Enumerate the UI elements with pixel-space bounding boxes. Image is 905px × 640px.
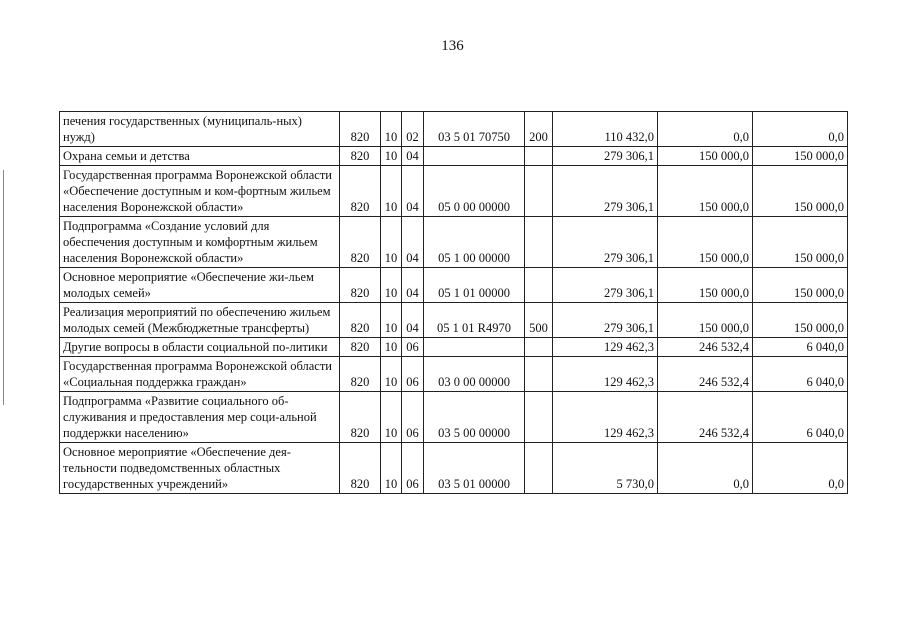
cell-section: 10 bbox=[381, 338, 402, 357]
cell-grbs: 820 bbox=[340, 147, 381, 166]
cell-amount-year1: 279 306,1 bbox=[553, 147, 658, 166]
cell-amount-year2: 246 532,4 bbox=[658, 357, 753, 392]
page-number: 136 bbox=[441, 38, 464, 54]
cell-amount-year1: 129 462,3 bbox=[553, 338, 658, 357]
cell-subsection: 04 bbox=[402, 268, 424, 303]
cell-amount-year3: 150 000,0 bbox=[753, 217, 848, 268]
cell-expense-type bbox=[525, 268, 553, 303]
cell-expense-type: 500 bbox=[525, 303, 553, 338]
row-name: Реализация мероприятий по обеспечению жильем молодых семей (Межбюджетные трансферты) bbox=[60, 303, 340, 338]
budget-table bbox=[59, 111, 848, 494]
cell-subsection: 02 bbox=[402, 112, 424, 147]
cell-amount-year3: 6 040,0 bbox=[753, 392, 848, 443]
cell-section: 10 bbox=[381, 443, 402, 494]
cell-target-code: 03 0 00 00000 bbox=[424, 357, 525, 392]
cell-amount-year2: 150 000,0 bbox=[658, 147, 753, 166]
cell-amount-year3: 0,0 bbox=[753, 112, 848, 147]
cell-section: 10 bbox=[381, 303, 402, 338]
table-row bbox=[60, 392, 848, 443]
cell-amount-year3: 6 040,0 bbox=[753, 357, 848, 392]
table-row bbox=[60, 217, 848, 268]
cell-section: 10 bbox=[381, 166, 402, 217]
cell-target-code: 05 0 00 00000 bbox=[424, 166, 525, 217]
cell-subsection: 06 bbox=[402, 392, 424, 443]
cell-grbs: 820 bbox=[340, 303, 381, 338]
table-row bbox=[60, 338, 848, 357]
row-name: Другие вопросы в области социальной по-литики bbox=[60, 338, 340, 357]
cell-section: 10 bbox=[381, 357, 402, 392]
row-name: Государственная программа Воронежской области «Социальная поддержка граждан» bbox=[60, 357, 340, 392]
cell-amount-year1: 129 462,3 bbox=[553, 392, 658, 443]
cell-grbs: 820 bbox=[340, 357, 381, 392]
cell-target-code: 03 5 01 70750 bbox=[424, 112, 525, 147]
cell-subsection: 06 bbox=[402, 443, 424, 494]
cell-amount-year2: 150 000,0 bbox=[658, 303, 753, 338]
cell-grbs: 820 bbox=[340, 112, 381, 147]
cell-amount-year3: 6 040,0 bbox=[753, 338, 848, 357]
table-row bbox=[60, 147, 848, 166]
cell-section: 10 bbox=[381, 147, 402, 166]
cell-grbs: 820 bbox=[340, 166, 381, 217]
row-name: Основное мероприятие «Обеспечение дея-тельности подведомственных областных государственных учреждений» bbox=[60, 443, 340, 494]
cell-amount-year2: 150 000,0 bbox=[658, 166, 753, 217]
row-name: печения государственных (муниципаль-ных) нужд) bbox=[60, 112, 340, 147]
cell-target-code: 05 1 01 R4970 bbox=[424, 303, 525, 338]
cell-expense-type bbox=[525, 217, 553, 268]
row-name: Подпрограмма «Создание условий для обеспечения доступным и комфортным жильем населения Воронежской области» bbox=[60, 217, 340, 268]
cell-subsection: 06 bbox=[402, 338, 424, 357]
cell-grbs: 820 bbox=[340, 443, 381, 494]
cell-grbs: 820 bbox=[340, 338, 381, 357]
cell-target-code bbox=[424, 147, 525, 166]
cell-amount-year3: 150 000,0 bbox=[753, 147, 848, 166]
row-name: Государственная программа Воронежской области «Обеспечение доступным и ком-фортным жильем населения Воронежской области» bbox=[60, 166, 340, 217]
row-name: Охрана семьи и детства bbox=[60, 147, 340, 166]
cell-grbs: 820 bbox=[340, 268, 381, 303]
table-row bbox=[60, 268, 848, 303]
cell-expense-type bbox=[525, 166, 553, 217]
cell-section: 10 bbox=[381, 392, 402, 443]
cell-section: 10 bbox=[381, 112, 402, 147]
table-row bbox=[60, 303, 848, 338]
cell-target-code bbox=[424, 338, 525, 357]
cell-section: 10 bbox=[381, 217, 402, 268]
table-body bbox=[60, 112, 848, 494]
cell-amount-year2: 0,0 bbox=[658, 112, 753, 147]
cell-amount-year1: 279 306,1 bbox=[553, 166, 658, 217]
cell-expense-type bbox=[525, 357, 553, 392]
cell-amount-year1: 279 306,1 bbox=[553, 268, 658, 303]
cell-amount-year2: 150 000,0 bbox=[658, 217, 753, 268]
cell-amount-year3: 150 000,0 bbox=[753, 303, 848, 338]
cell-amount-year3: 150 000,0 bbox=[753, 268, 848, 303]
cell-grbs: 820 bbox=[340, 392, 381, 443]
cell-expense-type bbox=[525, 147, 553, 166]
cell-target-code: 05 1 01 00000 bbox=[424, 268, 525, 303]
cell-subsection: 06 bbox=[402, 357, 424, 392]
cell-amount-year1: 110 432,0 bbox=[553, 112, 658, 147]
cell-amount-year1: 129 462,3 bbox=[553, 357, 658, 392]
cell-expense-type: 200 bbox=[525, 112, 553, 147]
cell-amount-year2: 246 532,4 bbox=[658, 338, 753, 357]
cell-subsection: 04 bbox=[402, 166, 424, 217]
table-row bbox=[60, 357, 848, 392]
cell-amount-year3: 0,0 bbox=[753, 443, 848, 494]
cell-amount-year1: 5 730,0 bbox=[553, 443, 658, 494]
cell-amount-year2: 0,0 bbox=[658, 443, 753, 494]
cell-expense-type bbox=[525, 392, 553, 443]
page-edge-line bbox=[3, 170, 4, 405]
cell-subsection: 04 bbox=[402, 217, 424, 268]
cell-amount-year2: 150 000,0 bbox=[658, 268, 753, 303]
cell-subsection: 04 bbox=[402, 147, 424, 166]
cell-expense-type bbox=[525, 338, 553, 357]
row-name: Основное мероприятие «Обеспечение жи-льем молодых семей» bbox=[60, 268, 340, 303]
cell-target-code: 03 5 00 00000 bbox=[424, 392, 525, 443]
cell-amount-year1: 279 306,1 bbox=[553, 217, 658, 268]
cell-subsection: 04 bbox=[402, 303, 424, 338]
cell-target-code: 05 1 00 00000 bbox=[424, 217, 525, 268]
row-name: Подпрограмма «Развитие социального об-служивания и предоставления мер соци-альной поддержки населению» bbox=[60, 392, 340, 443]
table-row bbox=[60, 443, 848, 494]
table-row bbox=[60, 166, 848, 217]
cell-expense-type bbox=[525, 443, 553, 494]
cell-amount-year2: 246 532,4 bbox=[658, 392, 753, 443]
cell-grbs: 820 bbox=[340, 217, 381, 268]
cell-amount-year1: 279 306,1 bbox=[553, 303, 658, 338]
table-row bbox=[60, 112, 848, 147]
cell-section: 10 bbox=[381, 268, 402, 303]
cell-amount-year3: 150 000,0 bbox=[753, 166, 848, 217]
cell-target-code: 03 5 01 00000 bbox=[424, 443, 525, 494]
